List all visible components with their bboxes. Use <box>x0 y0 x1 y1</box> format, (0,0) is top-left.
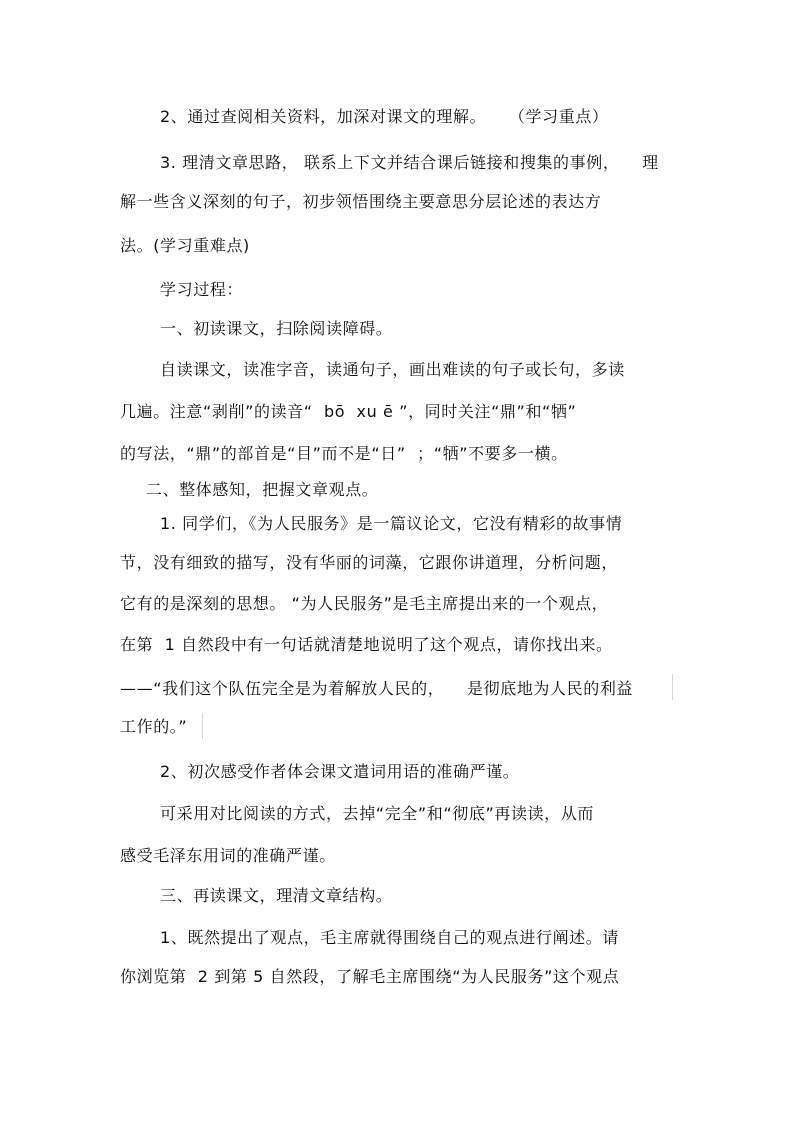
text-line-7: 自读课文，读准字音，读通句子，画出难读的句子或长句，多读 <box>160 360 625 379</box>
text-line-19: 感受毛泽东用词的准确严谨。 <box>120 846 336 865</box>
text-line-22: 你浏览第 2 到第 5 自然段，了解毛主席围绕“为人民服务”这个观点 <box>120 967 620 986</box>
text-line-9: 的写法，“鼎”的部首是“目”而不是“日” ；“牺”不要多一横。 <box>120 444 568 463</box>
text-line-12: 节，没有细致的描写，没有华丽的词藻，它跟你讲道理，分析问题， <box>120 553 619 572</box>
text-line-21: 1、既然提出了观点，毛主席就得围绕自己的观点进行阐述。请 <box>160 928 619 947</box>
text-line-14: 在第 1 自然段中有一句话就清楚地说明了这个观点，请你找出来。 <box>120 635 613 654</box>
text-line-1: 2、通过查阅相关资料，加深对课文的理解。 （学习重点） <box>160 107 609 126</box>
text-line-11: 1. 同学们，《为人民服务》是一篇议论文，它没有精彩的故事情 <box>160 514 623 533</box>
text-line-3: 解一些含义深刻的句子，初步领悟围绕主要意思分层论述的表达方 <box>120 192 602 211</box>
text-line-13: 它有的是深刻的思想。 “为人民服务”是毛主席提出来的一个观点， <box>120 594 609 613</box>
margin-mark-right <box>672 674 673 700</box>
text-line-5: 学习过程： <box>160 280 244 299</box>
margin-mark-left <box>202 713 203 739</box>
text-line-10: 二、整体感知，把握文章观点。 <box>146 480 379 499</box>
text-line-18: 可采用对比阅读的方式，去掉“完全”和“彻底”再读读，从而 <box>160 804 594 823</box>
text-line-2: 3. 理清文章思路， 联系上下文并结合课后链接和搜集的事例， 理 <box>160 153 659 172</box>
text-line-20: 三、再读课文，理清文章结构。 <box>160 886 393 905</box>
text-line-8: 几遍。注意“剥削”的读音“ bō xu ē ”，同时关注“鼎”和“牺” <box>120 402 577 421</box>
text-line-16: 工作的。” <box>120 717 188 736</box>
text-line-4: 法。(学习重难点) <box>120 236 250 255</box>
text-line-6: 一、初读课文，扫除阅读障碍。 <box>160 319 393 338</box>
text-line-15: ——“我们这个队伍完全是为着解放人民的， 是彻底地为人民的利益 <box>120 679 634 698</box>
text-line-17: 2、初次感受作者体会课文遣词用语的准确严谨。 <box>160 762 520 781</box>
